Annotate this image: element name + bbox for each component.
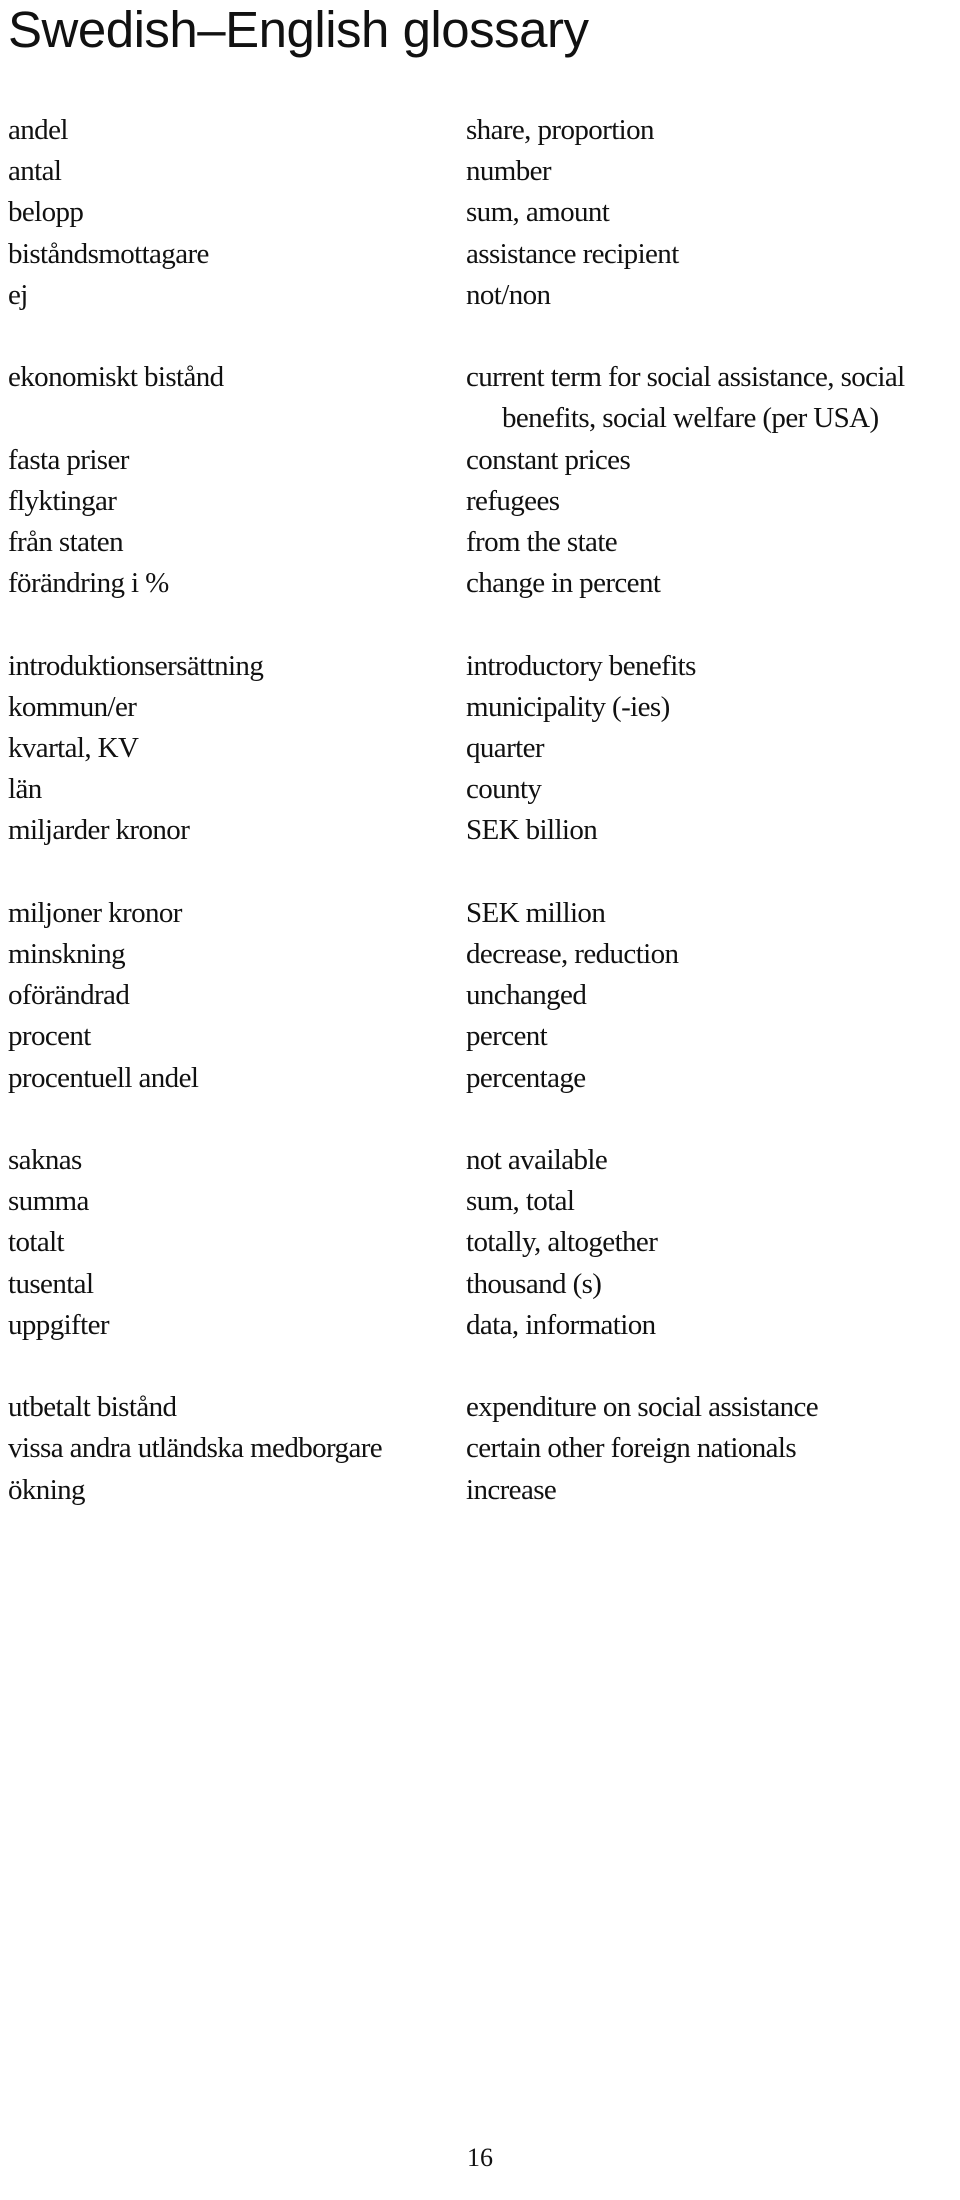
swedish-term: summa <box>8 1185 89 1218</box>
english-translation: constant prices <box>466 443 631 476</box>
swedish-term: antal <box>8 155 62 188</box>
swedish-term: ökning <box>8 1473 85 1506</box>
swedish-term: ej <box>8 278 28 311</box>
glossary-entry <box>8 1264 948 1305</box>
english-translation: sum, amount <box>466 196 610 229</box>
swedish-term: kvartal, KV <box>8 732 139 765</box>
swedish-term: procent <box>8 1020 91 1053</box>
swedish-term: flyktingar <box>8 484 117 517</box>
glossary-entry <box>8 357 948 439</box>
english-translation: SEK billion <box>466 814 598 847</box>
swedish-term: från staten <box>8 526 123 559</box>
english-translation: percent <box>466 1020 548 1053</box>
english-translation: expenditure on social assistance <box>466 1391 819 1424</box>
glossary-entry <box>8 1470 948 1511</box>
swedish-term: fasta priser <box>8 443 129 476</box>
english-translation: number <box>466 155 551 188</box>
swedish-term: län <box>8 773 42 806</box>
glossary-group <box>8 893 948 1099</box>
english-translation: not/non <box>466 278 551 311</box>
glossary-group <box>8 1140 948 1346</box>
english-translation: SEK million <box>466 896 606 929</box>
english-translation: current term for social assistance, social benefits, social welfare (per USA) <box>466 361 905 435</box>
english-translation: share, proportion <box>466 114 654 146</box>
swedish-term: tusental <box>8 1267 94 1300</box>
glossary-entry <box>8 1140 948 1181</box>
english-translation: increase <box>466 1473 557 1506</box>
swedish-term: oförändrad <box>8 979 130 1012</box>
page-title: Swedish–English glossary <box>8 1 589 58</box>
glossary-entry <box>8 275 948 316</box>
swedish-term: utbetalt bistånd <box>8 1391 177 1424</box>
swedish-term: ekonomiskt bistånd <box>8 361 224 394</box>
glossary-entry <box>8 1387 948 1428</box>
swedish-term: miljarder kronor <box>8 814 190 847</box>
swedish-term: uppgifter <box>8 1308 109 1341</box>
glossary-entry <box>8 893 948 934</box>
swedish-term: belopp <box>8 196 84 229</box>
swedish-term: vissa andra utländska medborgare <box>8 1432 383 1465</box>
swedish-term: procentuell andel <box>8 1061 199 1094</box>
glossary-entry <box>8 934 948 975</box>
swedish-term: saknas <box>8 1144 82 1177</box>
glossary-entry <box>8 1428 948 1469</box>
english-translation: municipality (-ies) <box>466 690 670 723</box>
glossary-entry <box>8 1016 948 1057</box>
glossary-entry <box>8 563 948 604</box>
swedish-term: miljoner kronor <box>8 896 182 929</box>
english-translation: introductory benefits <box>466 649 696 682</box>
english-translation: totally, altogether <box>466 1226 658 1259</box>
glossary-entry <box>8 234 948 275</box>
english-translation: quarter <box>466 732 544 765</box>
english-translation: not available <box>466 1144 608 1177</box>
swedish-term: minskning <box>8 938 126 971</box>
english-translation: decrease, reduction <box>466 938 679 971</box>
glossary-entry <box>8 481 948 522</box>
glossary-entry <box>8 1058 948 1099</box>
swedish-term: kommun/er <box>8 690 137 723</box>
english-translation: from the state <box>466 526 618 559</box>
glossary-entry <box>8 687 948 728</box>
english-translation: assistance recipient <box>466 237 679 270</box>
english-translation: county <box>466 773 542 806</box>
glossary-entry <box>8 975 948 1016</box>
glossary-entry <box>8 522 948 563</box>
swedish-term: biståndsmottagare <box>8 237 209 270</box>
english-translation: change in percent <box>466 567 661 600</box>
glossary-group <box>8 1387 948 1511</box>
page-number: 16 <box>467 2143 493 2172</box>
english-translation: certain other foreign nationals <box>466 1432 797 1465</box>
glossary-group <box>8 110 948 316</box>
glossary-entry <box>8 1181 948 1222</box>
glossary-entry <box>8 110 948 151</box>
swedish-term: förändring i % <box>8 567 169 600</box>
english-translation: data, information <box>466 1308 656 1341</box>
glossary-group <box>8 357 948 604</box>
glossary-entry <box>8 1222 948 1263</box>
english-translation: unchanged <box>466 979 587 1012</box>
glossary-entry <box>8 728 948 769</box>
glossary-entry <box>8 192 948 233</box>
glossary-entry <box>8 810 948 851</box>
english-translation: sum, total <box>466 1185 575 1218</box>
glossary-entry <box>8 440 948 481</box>
glossary-entry <box>8 1305 948 1346</box>
glossary-list <box>8 110 948 1552</box>
glossary-group <box>8 646 948 852</box>
glossary-entry <box>8 769 948 810</box>
swedish-term: andel <box>8 114 68 146</box>
swedish-term: totalt <box>8 1226 65 1259</box>
glossary-entry <box>8 151 948 192</box>
glossary-entry <box>8 646 948 687</box>
english-translation: thousand (s) <box>466 1267 602 1300</box>
english-translation: percentage <box>466 1061 586 1094</box>
english-translation: refugees <box>466 484 560 517</box>
swedish-term: introduktionsersättning <box>8 649 264 682</box>
